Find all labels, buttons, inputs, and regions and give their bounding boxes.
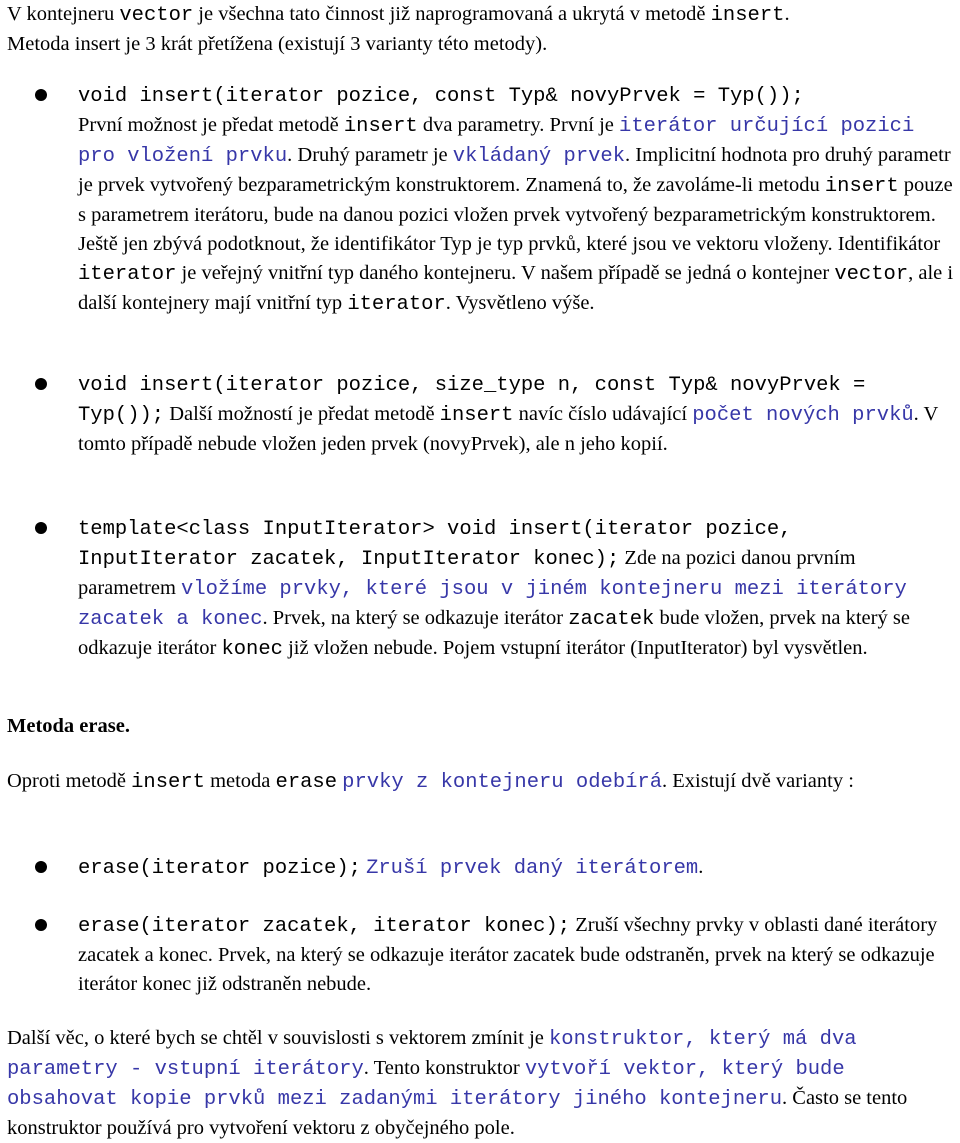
code-insert: insert bbox=[710, 4, 785, 27]
code-signature: void insert(iterator pozice, const Typ& novyPrvek = Typ()); bbox=[78, 85, 804, 108]
highlight-text: vytvoří vektor, který bude obsahovat kopie prvků mezi zadanými iterátory jiného kontejneru bbox=[7, 1058, 845, 1111]
code-vector: vector bbox=[119, 4, 194, 27]
highlight-text: prvky z kontejneru odebírá bbox=[342, 771, 663, 794]
bullet-dot-icon bbox=[35, 861, 47, 873]
code-signature: template<class InputIterator> void insert(iterator pozice, InputIterator zacatek, InputIterator konec); bbox=[78, 518, 792, 571]
code-signature: erase(iterator pozice); bbox=[78, 857, 361, 880]
bullet-dot-icon bbox=[35, 919, 47, 931]
bullet-dot-icon bbox=[35, 522, 47, 534]
code-signature: void insert(iterator pozice, size_type n, const Typ& novyPrvek = Typ()); bbox=[78, 374, 866, 427]
erase-intro-paragraph: Oproti metodě insert metoda erase prvky z kontejneru odebírá. Existují dvě varianty : bbox=[7, 770, 854, 794]
bullet-insert-range: template<class InputIterator> void insert(iterator pozice, InputIterator zacatek, InputIterator konec); Zde na pozici danou prvním parametrem vložíme prvky, které jsou v jiném kontejneru mezi iterátory zacatek a konec. Prvek, na který se odkazuje iterátor zacatek bude vložen, prvek na který se odkazuje iterátor konec již vložen nebude. Pojem vstupní iterátor (InputIterator) byl vysvětlen. bbox=[78, 514, 956, 664]
highlight-text: vložíme prvky, které jsou v jiném kontejneru mezi iterátory zacatek a konec bbox=[78, 578, 907, 631]
intro-paragraph: V kontejneru vector je všechna tato činnost již naprogramovaná a ukrytá v metodě insert. Metoda insert je 3 krát přetížena (existují 3 varianty této metody). bbox=[7, 0, 957, 59]
bullet-dot-icon bbox=[35, 89, 47, 101]
highlight-text: Zruší prvek daný iterátorem bbox=[366, 857, 699, 880]
bullet-erase-range: erase(iterator zacatek, iterator konec); Zruší všechny prvky v oblasti dané iterátory zacatek a konec. Prvek, na který se odkazuje iterátor zacatek bude odstraněn, prvek na který se odkazuje iterátor konec již odstraněn nebude. bbox=[78, 911, 956, 999]
bullet-dot-icon bbox=[35, 378, 47, 390]
code-signature: erase(iterator zacatek, iterator konec); bbox=[78, 915, 571, 938]
bullet-erase-single: erase(iterator pozice); Zruší prvek daný iterátorem. bbox=[78, 853, 956, 883]
highlight-text: konstruktor, který má dva parametry - vstupní iterátory bbox=[7, 1028, 857, 1081]
highlight-text: vkládaný prvek bbox=[452, 145, 626, 168]
constructor-paragraph: Další věc, o které bych se chtěl v souvislosti s vektorem zmínit je konstruktor, který má dva parametry - vstupní iterátory. Tento konstruktor vytvoří vektor, který bude obsahovat kopie prvků mezi zadanými iterátory jiného kontejneru. Často se tento konstruktor používá pro vytvoření vektoru z obyčejného pole. bbox=[7, 1027, 908, 1139]
overload-note: Metoda insert je 3 krát přetížena (existují 3 varianty této metody). bbox=[7, 33, 548, 55]
bullet-insert-count: void insert(iterator pozice, size_type n, const Typ& novyPrvek = Typ()); Další možností je předat metodě insert navíc číslo udávající počet nových prvků. V tomto případě nebude vložen jeden prvek (novyPrvek), ale n jeho kopií. bbox=[78, 370, 956, 459]
highlight-text: iterátor určující pozici pro vložení prvku bbox=[78, 115, 915, 168]
section-heading: Metoda erase. bbox=[7, 715, 130, 737]
highlight-text: počet nových prvků bbox=[692, 404, 914, 427]
bullet-insert-single: void insert(iterator pozice, const Typ& novyPrvek = Typ()); První možnost je předat metodě insert dva parametry. První je iterátor určující pozici pro vložení prvku. Druhý parametr je vkládaný prvek. Implicitní hodnota pro druhý parametr je prvek vytvořený bezparametrickým konstruktorem. Znamená to, že zavoláme-li metodu insert pouze s parametrem iterátoru, bude na danou pozici vložen prvek vytvořený bezparametrickým konstruktorem. Ještě jen zbývá podotknout, že identifikátor Typ je typ prvků, které jsou ve vektoru vloženy. Identifikátor iterator je veřejný vnitřní typ daného kontejneru. V našem případě se jedná o kontejner vector, ale i další kontejnery mají vnitřní typ iterator. Vysvětleno výše. bbox=[78, 81, 956, 319]
